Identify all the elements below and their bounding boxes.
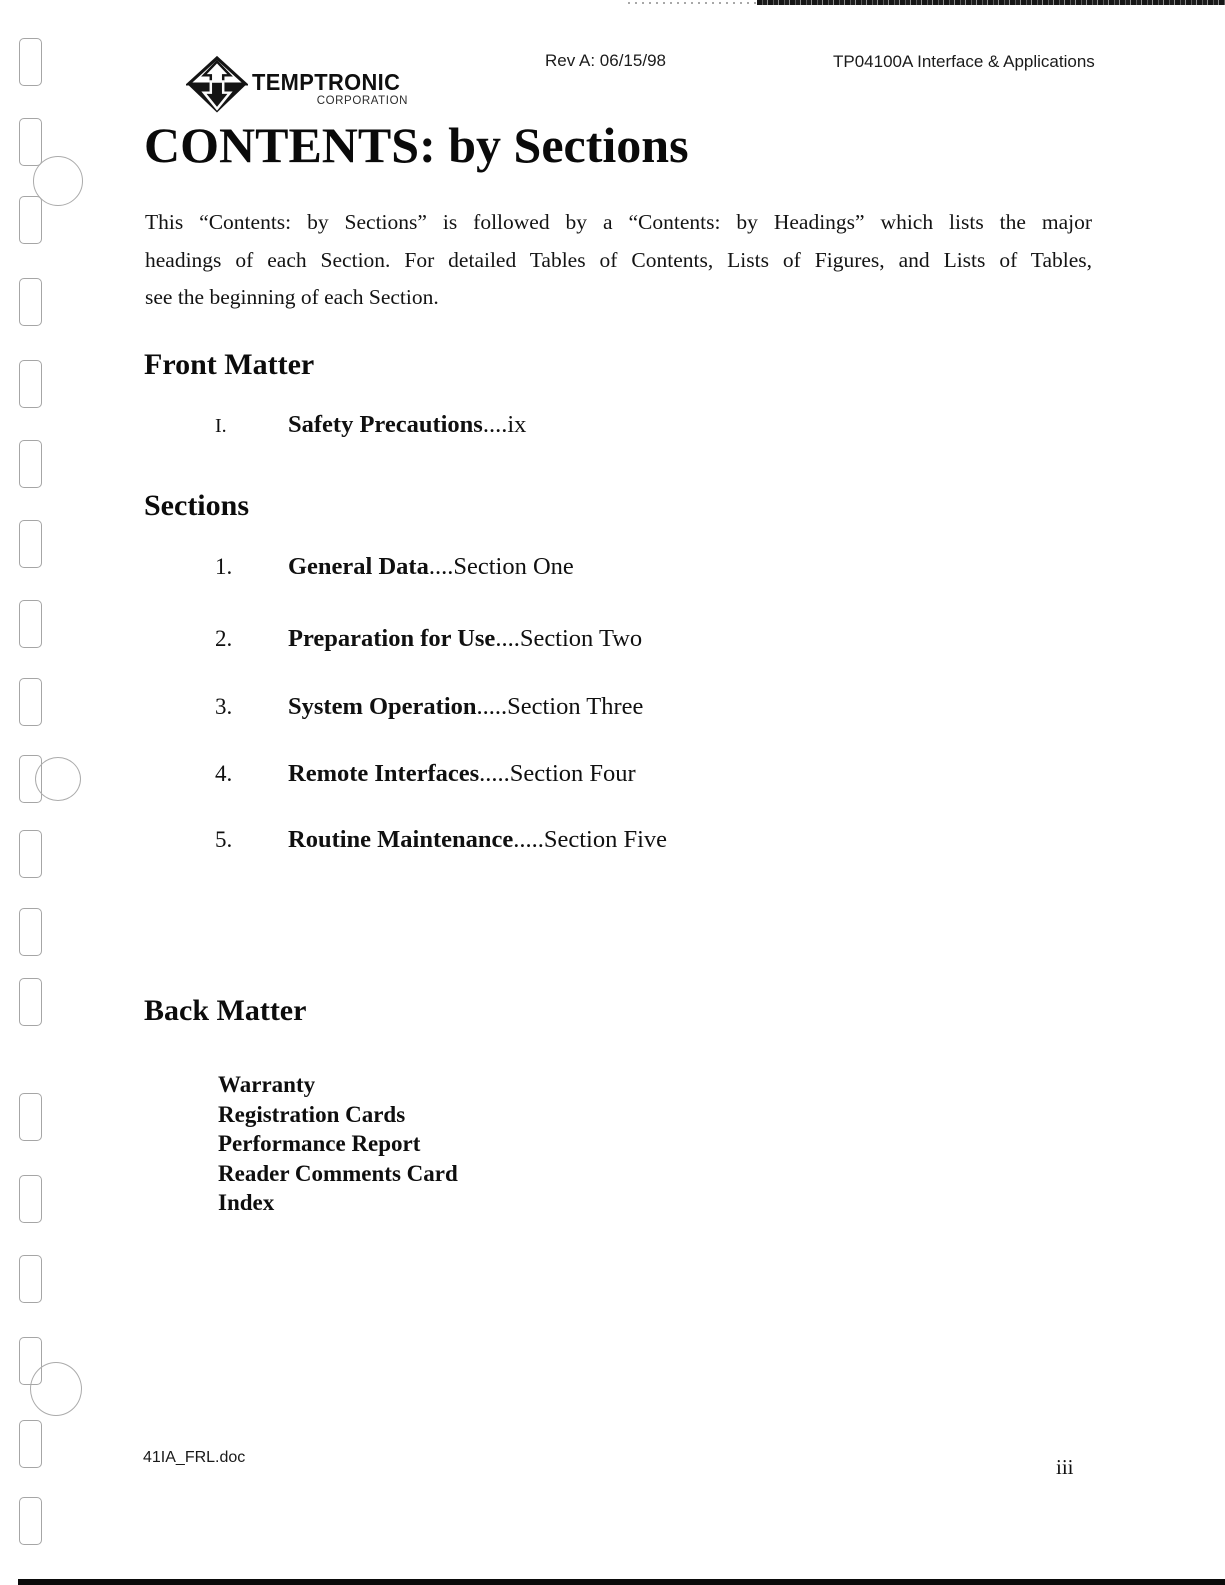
toc-item-number: 1.: [215, 554, 233, 579]
footer-filename: 41IA_FRL.doc: [143, 1449, 246, 1466]
toc-item-ref: .....Section Four: [479, 760, 636, 787]
toc-item: [215, 760, 636, 788]
page-number: iii: [1056, 1455, 1074, 1479]
logo-title: TEMPTRONIC: [252, 69, 401, 95]
binding-hole: [19, 678, 42, 726]
back-matter-item: Warranty: [218, 1072, 316, 1097]
binding-hole: [19, 38, 42, 86]
binding-hole: [19, 118, 42, 166]
toc-item-title: Safety Precautions: [288, 411, 483, 438]
toc-item: [215, 553, 574, 581]
binding-hole: [19, 1420, 42, 1468]
logo-subtitle: CORPORATION: [316, 95, 409, 107]
punch-hole-circle: [30, 1362, 82, 1416]
back-matter-item: Index: [218, 1190, 275, 1216]
back-matter-item: Reader Comments Card: [218, 1160, 458, 1186]
binding-hole: [19, 1175, 42, 1223]
back-matter-list: [218, 1070, 458, 1218]
toc-item-ref: ....Section One: [428, 553, 574, 580]
binding-hole: [19, 278, 42, 326]
binding-hole: [19, 1093, 42, 1141]
toc-item: [215, 826, 667, 854]
toc-item-number: 5.: [215, 827, 233, 852]
binding-hole: [19, 520, 42, 568]
binding-hole: [19, 1255, 42, 1303]
toc-item-title: Remote Interfaces: [288, 760, 480, 787]
scan-edge-bar-top-faint: [628, 2, 758, 4]
binding-hole: [19, 196, 42, 244]
binding-hole: [19, 360, 42, 408]
intro-line: This “Contents: by Sections” is followed by a “Contents: by Headings” which lists the major: [145, 210, 1092, 234]
intro-paragraph: [145, 204, 1092, 317]
scan-edge-bar-bottom: [18, 1579, 1225, 1585]
punch-hole-circle: [35, 757, 81, 801]
revision-label: Rev A: 06/15/98: [545, 51, 666, 70]
front-matter-heading: Front Matter: [144, 348, 315, 381]
toc-item-title: System Operation: [288, 693, 477, 720]
scan-edge-bar-top: [757, 0, 1225, 5]
toc-item-number: 2.: [215, 626, 233, 651]
temptronic-logo-icon: [186, 54, 248, 119]
intro-line: see the beginning of each Section.: [145, 285, 439, 309]
binding-hole: [19, 600, 42, 648]
toc-item-ref: .....Section Five: [513, 826, 668, 853]
back-matter-item: Performance Report: [218, 1131, 421, 1157]
document-id-label: TP04100A Interface & Applications: [833, 52, 1095, 71]
toc-item-ref: ....Section Two: [495, 625, 643, 652]
toc-item-title: General Data: [288, 553, 429, 580]
toc-item: [215, 693, 643, 721]
toc-item-ref: .....Section Three: [476, 693, 644, 720]
toc-item-title: Preparation for Use: [288, 625, 496, 652]
intro-line: headings of each Section. For detailed Tables of Contents, Lists of Figures, and Lists of Tables,: [145, 247, 1092, 272]
back-matter-heading: Back Matter: [144, 994, 307, 1027]
toc-item-number: 3.: [215, 694, 233, 719]
toc-item: [215, 625, 642, 653]
toc-item-title: Routine Maintenance: [288, 826, 514, 853]
binding-hole: [19, 978, 42, 1026]
toc-item-ref: ....ix: [482, 411, 527, 438]
binding-hole: [19, 1497, 42, 1545]
binding-hole: [19, 830, 42, 878]
page-title: CONTENTS: by Sections: [144, 117, 689, 173]
logo-text-block: [252, 69, 408, 107]
binding-hole: [19, 440, 42, 488]
toc-item-number: 4.: [215, 761, 233, 786]
back-matter-item: Registration Cards: [218, 1101, 406, 1127]
toc-item: [215, 411, 526, 439]
toc-item-number: I.: [215, 415, 227, 437]
sections-heading: Sections: [144, 489, 249, 522]
binding-hole: [19, 908, 42, 956]
